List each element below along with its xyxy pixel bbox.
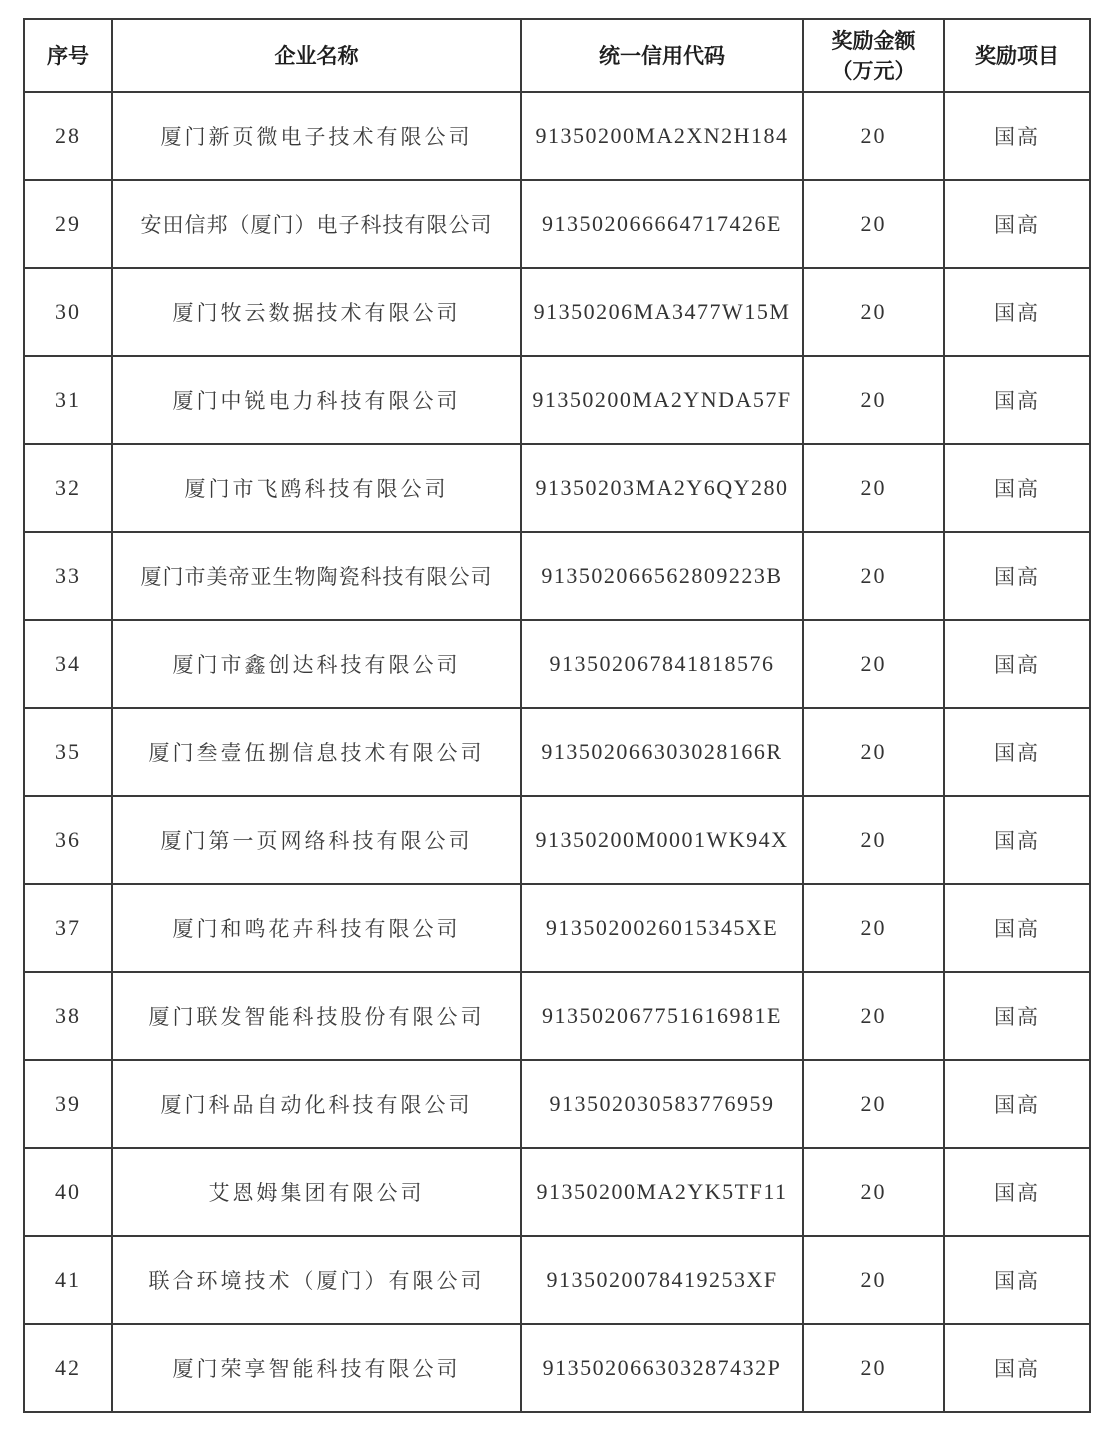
cell-amount: 20 (803, 972, 944, 1060)
header-company-name: 企业名称 (112, 19, 521, 92)
cell-project: 国高 (944, 532, 1090, 620)
cell-no: 36 (24, 796, 112, 884)
cell-project: 国高 (944, 620, 1090, 708)
cell-credit-code: 91350200MA2YNDA57F (521, 356, 803, 444)
cell-amount: 20 (803, 1148, 944, 1236)
cell-no: 41 (24, 1236, 112, 1324)
cell-no: 42 (24, 1324, 112, 1412)
table-header (24, 19, 1090, 92)
cell-credit-code: 91350203MA2Y6QY280 (521, 444, 803, 532)
table-row (24, 796, 1090, 884)
cell-amount: 20 (803, 92, 944, 180)
cell-credit-code: 913502066303287432P (521, 1324, 803, 1412)
table-row (24, 92, 1090, 180)
cell-project: 国高 (944, 1060, 1090, 1148)
cell-credit-code: 9135020078419253XF (521, 1236, 803, 1324)
cell-company-name: 厦门市鑫创达科技有限公司 (112, 620, 521, 708)
cell-credit-code: 91350200M0001WK94X (521, 796, 803, 884)
header-row (24, 19, 1090, 92)
cell-no: 40 (24, 1148, 112, 1236)
cell-project: 国高 (944, 1236, 1090, 1324)
cell-project: 国高 (944, 268, 1090, 356)
cell-company-name: 厦门叁壹伍捌信息技术有限公司 (112, 708, 521, 796)
cell-project: 国高 (944, 1148, 1090, 1236)
cell-project: 国高 (944, 708, 1090, 796)
cell-project: 国高 (944, 884, 1090, 972)
cell-company-name: 厦门和鸣花卉科技有限公司 (112, 884, 521, 972)
cell-amount: 20 (803, 356, 944, 444)
cell-amount: 20 (803, 444, 944, 532)
cell-no: 32 (24, 444, 112, 532)
header-amount (803, 19, 944, 92)
cell-company-name: 厦门新页微电子技术有限公司 (112, 92, 521, 180)
table-row (24, 356, 1090, 444)
cell-no: 28 (24, 92, 112, 180)
cell-company-name: 安田信邦（厦门）电子科技有限公司 (112, 180, 521, 268)
table-body (24, 92, 1090, 1412)
cell-credit-code: 913502067841818576 (521, 620, 803, 708)
cell-company-name: 厦门牧云数据技术有限公司 (112, 268, 521, 356)
cell-company-name: 艾恩姆集团有限公司 (112, 1148, 521, 1236)
table-row (24, 620, 1090, 708)
header-amount-unit: （万元） (831, 58, 916, 83)
table-row (24, 444, 1090, 532)
cell-company-name: 厦门联发智能科技股份有限公司 (112, 972, 521, 1060)
table-row (24, 708, 1090, 796)
table-row (24, 1236, 1090, 1324)
cell-company-name: 厦门荣享智能科技有限公司 (112, 1324, 521, 1412)
cell-amount: 20 (803, 1324, 944, 1412)
cell-credit-code: 913502066303028166R (521, 708, 803, 796)
header-project: 奖励项目 (944, 19, 1090, 92)
cell-project: 国高 (944, 796, 1090, 884)
header-amount-label: 奖励金额 (831, 28, 916, 53)
cell-company-name: 厦门中锐电力科技有限公司 (112, 356, 521, 444)
table-row (24, 268, 1090, 356)
cell-amount: 20 (803, 180, 944, 268)
header-credit-code: 统一信用代码 (521, 19, 803, 92)
award-table (23, 18, 1091, 1413)
table-row (24, 1148, 1090, 1236)
cell-credit-code: 91350200MA2YK5TF11 (521, 1148, 803, 1236)
cell-no: 31 (24, 356, 112, 444)
cell-project: 国高 (944, 972, 1090, 1060)
cell-no: 39 (24, 1060, 112, 1148)
cell-project: 国高 (944, 444, 1090, 532)
cell-no: 29 (24, 180, 112, 268)
cell-project: 国高 (944, 92, 1090, 180)
cell-amount: 20 (803, 532, 944, 620)
cell-amount: 20 (803, 1060, 944, 1148)
cell-no: 30 (24, 268, 112, 356)
cell-amount: 20 (803, 268, 944, 356)
cell-company-name: 厦门市飞鸥科技有限公司 (112, 444, 521, 532)
cell-credit-code: 91350206MA3477W15M (521, 268, 803, 356)
cell-credit-code: 913502066562809223B (521, 532, 803, 620)
table-row (24, 180, 1090, 268)
cell-amount: 20 (803, 1236, 944, 1324)
cell-project: 国高 (944, 180, 1090, 268)
cell-company-name: 厦门市美帝亚生物陶瓷科技有限公司 (112, 532, 521, 620)
cell-project: 国高 (944, 356, 1090, 444)
table-row (24, 532, 1090, 620)
cell-no: 34 (24, 620, 112, 708)
cell-amount: 20 (803, 884, 944, 972)
cell-no: 35 (24, 708, 112, 796)
cell-credit-code: 913502066664717426E (521, 180, 803, 268)
table-row (24, 1060, 1090, 1148)
cell-amount: 20 (803, 796, 944, 884)
table-row (24, 972, 1090, 1060)
cell-company-name: 厦门科品自动化科技有限公司 (112, 1060, 521, 1148)
cell-project: 国高 (944, 1324, 1090, 1412)
cell-company-name: 厦门第一页网络科技有限公司 (112, 796, 521, 884)
cell-no: 33 (24, 532, 112, 620)
cell-credit-code: 913502067751616981E (521, 972, 803, 1060)
cell-credit-code: 9135020026015345XE (521, 884, 803, 972)
table-row (24, 1324, 1090, 1412)
cell-amount: 20 (803, 620, 944, 708)
cell-company-name: 联合环境技术（厦门）有限公司 (112, 1236, 521, 1324)
cell-amount: 20 (803, 708, 944, 796)
award-table-sheet (23, 18, 1089, 1413)
cell-no: 37 (24, 884, 112, 972)
table-row (24, 884, 1090, 972)
cell-no: 38 (24, 972, 112, 1060)
cell-credit-code: 913502030583776959 (521, 1060, 803, 1148)
cell-credit-code: 91350200MA2XN2H184 (521, 92, 803, 180)
header-no: 序号 (24, 19, 112, 92)
